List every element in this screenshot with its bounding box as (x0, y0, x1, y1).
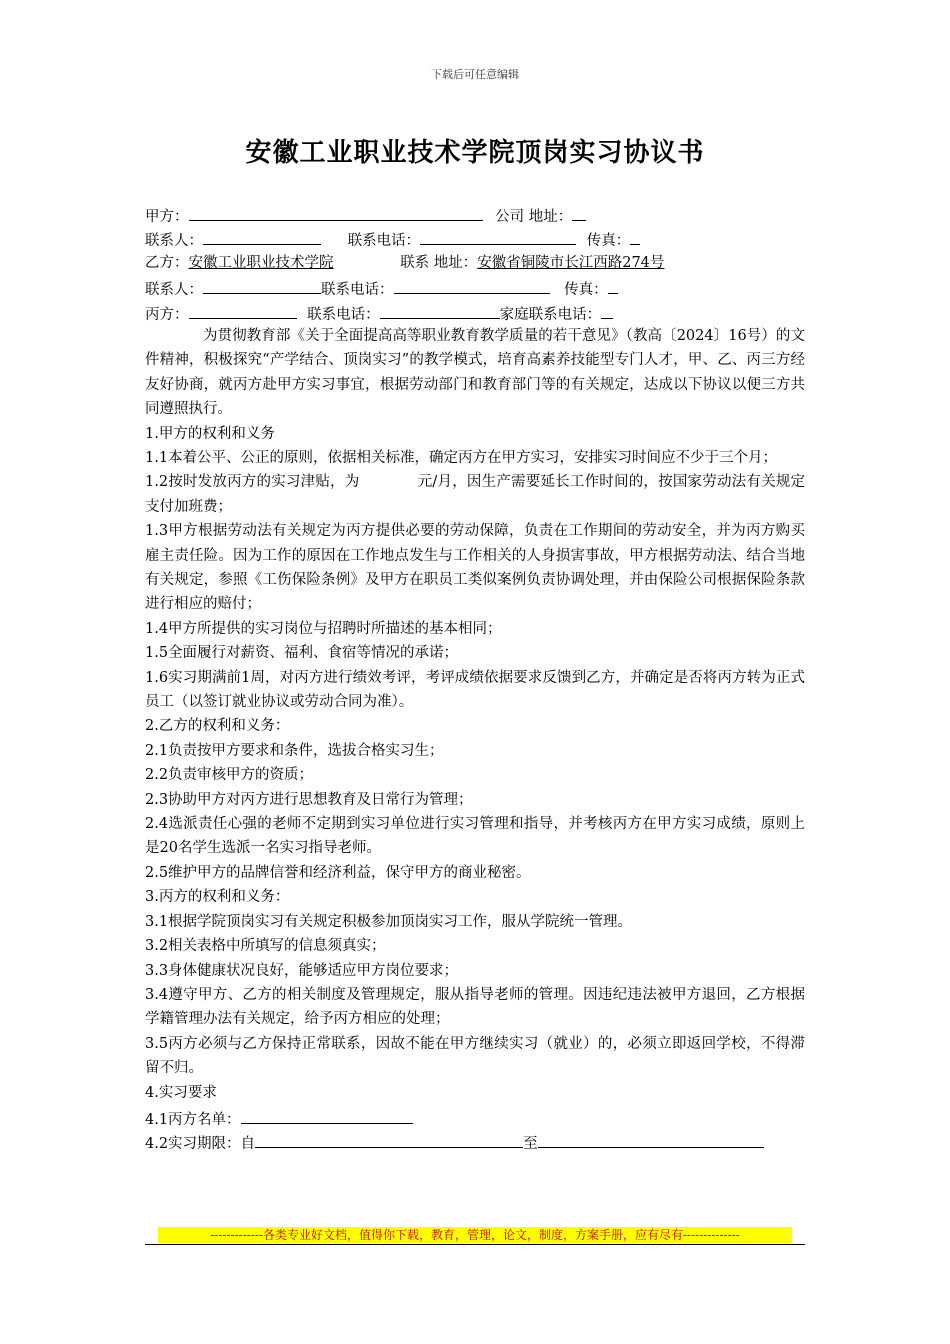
intro-paragraph: 为贯彻教育部《关于全面提高高等职业教育教学质量的若干意见》（教高〔2024〕16号）的文件精神，积极探究“产学结合、顶岗实习”的教学模式，培育高素养技能型专门人才，甲、乙、丙三方经友好协商，就丙方赴甲方实习事宜，根据劳动部门和教育部门等的有关规定，达成以下协议以便三方共同遵照执行。 (145, 327, 805, 418)
clause-text: 元/月，因生产需要延长工作时间的，按国家劳动法有关规定支付加班费； (145, 474, 805, 515)
student-list-row (145, 1105, 805, 1129)
clause: 3.1根据学院顶岗实习有关规定积极参加顶岗实习工作，服从学院统一管理。 (145, 913, 633, 930)
section-heading: 3.丙方的权利和义务： (145, 889, 290, 906)
party-a-phone-field[interactable] (420, 226, 576, 245)
clause: 3.5丙方必须与乙方保持正常联系，因故不能在甲方继续实习（就业）的，必须立即返回学校，不得滞留不归。 (145, 1035, 805, 1077)
party-b-contact-field[interactable] (203, 275, 321, 294)
section-heading: 4.实习要求 (145, 1084, 217, 1101)
clause: 2.4选派责任心强的老师不定期到实习单位进行实习管理和指导，并考核丙方在甲方实习成绩，原则上是20名学生选派一名实习指导老师。 (145, 816, 805, 857)
party-b-fax-label: 传真： (564, 282, 608, 299)
party-a-name-field[interactable] (189, 202, 483, 221)
party-c-home-phone-field[interactable] (601, 300, 613, 319)
party-c-home-phone-label: 家庭联系电话： (499, 306, 602, 323)
party-c-phone-label: 联系电话： (307, 306, 380, 323)
document-title: 安徽工业职业技术学院顶岗实习协议书 (245, 138, 705, 168)
clause: 3.3身体健康状况良好，能够适应甲方岗位要求； (145, 962, 459, 979)
section-heading: 2.乙方的权利和义务： (145, 718, 290, 735)
clause: 3.2相关表格中所填写的信息须真实； (145, 938, 386, 955)
party-c-row (145, 300, 805, 324)
party-a-address-label: 公司 地址： (495, 209, 573, 225)
clause (145, 470, 805, 519)
clause: 2.1负责按甲方要求和条件，选拔合格实习生； (145, 742, 444, 759)
clause: 2.3协助甲方对丙方进行思想教育及日常行为管理； (145, 791, 473, 808)
party-a-fax-field[interactable] (630, 226, 640, 245)
header-note: 下载后可任意编辑 (431, 68, 519, 81)
party-a-contact-label: 联系人： (145, 233, 203, 250)
period-from-label: 4.2实习期限：自 (145, 1136, 256, 1153)
student-list-label: 4.1丙方名单： (145, 1111, 241, 1128)
party-b-fax-field[interactable] (608, 275, 618, 294)
period-to-label: 至 (523, 1136, 538, 1153)
party-a-label: 甲方： (145, 209, 189, 225)
party-b-address-label: 联系 地址： (400, 254, 478, 271)
party-a-address-field[interactable] (572, 202, 586, 221)
party-a-row (145, 202, 805, 226)
party-b-contact-label: 联系人： (145, 282, 203, 299)
party-a-fax-label: 传真： (586, 233, 631, 250)
party-c-label: 丙方： (145, 306, 189, 323)
clause: 3.4遵守甲方、乙方的相关制度及管理规定，服从指导老师的管理。因违纪违法被甲方退回，乙方根据学籍管理办法有关规定，给予丙方相应的处理； (145, 986, 805, 1028)
footer-banner: -------------各类专业好文档，值得你下载，教育，管理，论文，制度，方案手册，应有尽有-------------- (158, 1227, 792, 1243)
party-a-contact-field[interactable] (203, 226, 321, 245)
party-b-name: 安徽工业职业技术学院 (188, 254, 334, 271)
section-heading: 1.甲方的权利和义务 (145, 425, 275, 442)
party-b-phone-field[interactable] (394, 275, 550, 294)
period-end-field[interactable] (538, 1129, 764, 1148)
clause: 1.3甲方根据劳动法有关规定为丙方提供必要的劳动保障，负责在工作期间的劳动安全，并为丙方购买雇主责任险。因为工作的原因在工作地点发生与工作相关的人身损害事故，甲方根据劳动法、结合当地有关规定，参照《工伤保险条例》及甲方在职员工类似案例负责协调处理，并由保险公司根据保险条款进行相应的赔付； (145, 523, 805, 613)
clause: 1.4甲方所提供的实习岗位与招聘时所描述的基本相同； (145, 620, 502, 637)
clause: 1.6实习期满前1周，对丙方进行绩效考评，考评成绩依据要求反馈到乙方，并确定是否将丙方转为正式员工（以签订就业协议或劳动合同为准）。 (145, 669, 805, 711)
party-b-contact-row (145, 275, 805, 299)
period-start-field[interactable] (255, 1129, 523, 1148)
student-list-field[interactable] (241, 1105, 413, 1124)
party-b-label: 乙方： (145, 254, 189, 271)
clause: 1.5全面履行对薪资、福利、食宿等情况的承诺； (145, 645, 459, 662)
party-c-phone-field[interactable] (380, 300, 500, 319)
party-c-name-field[interactable] (189, 300, 297, 319)
party-b-phone-label: 联系电话： (321, 282, 394, 299)
party-b-row (145, 251, 805, 275)
document-body (145, 202, 805, 1154)
internship-period-row (145, 1129, 805, 1153)
clause: 2.5维护甲方的品牌信誉和经济利益，保守甲方的商业秘密。 (145, 864, 531, 881)
clause-text: 1.2按时发放丙方的实习津贴，为 (145, 474, 360, 491)
party-a-phone-label: 联系电话： (347, 233, 421, 250)
clause: 1.1本着公平、公正的原则，依据相关标准，确定丙方在甲方实习，安排实习时间应不少于三个月； (145, 449, 778, 466)
party-a-contact-row (145, 226, 805, 250)
footer-divider (145, 1244, 805, 1245)
party-b-address: 安徽省铜陵市长江西路274号 (477, 254, 665, 271)
clause: 2.2负责审核甲方的资质； (145, 767, 314, 784)
